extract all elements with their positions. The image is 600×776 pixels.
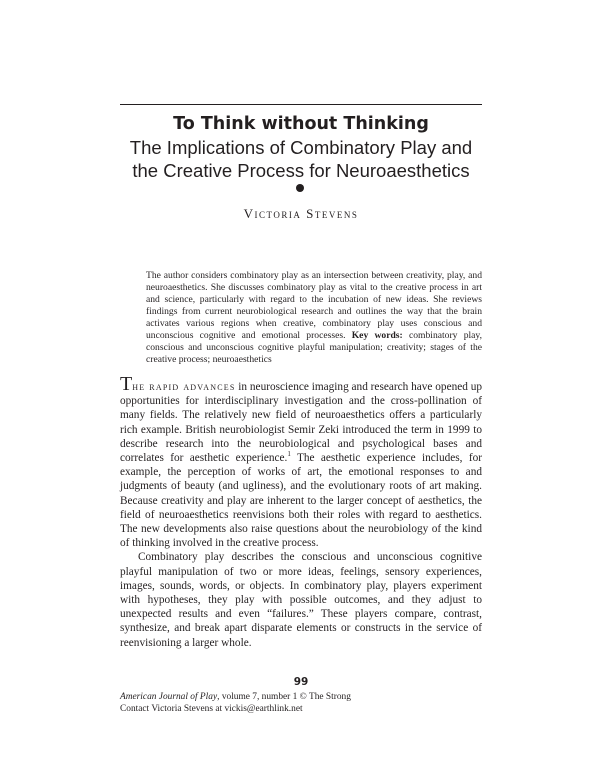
body-text [120,373,483,650]
subtitle-line-2: the Creative Process for Neuroaesthetics [132,160,470,181]
abstract-text: The author considers combinatory play as an intersection between creativity, play, and neuroaesthetics. She discusses combinatory play as vital to the creative process in art and science, particularly with regard to the incubation of new ideas. She reviews findings from current neurobiological research and outlines the way that the brain activates various regions when creative, combinatory play uses conscious and unconscious cognitive and emotional processes. [146,270,482,341]
bullet-ornament [296,184,304,192]
paragraph-1 [120,373,483,550]
footer [120,691,482,715]
author-name: Victoria Stevens [243,206,359,221]
article-title: To Think without Thinking [173,114,429,134]
drop-cap: T [120,373,133,395]
paragraph-1-text-b: The aesthetic experience includes, for example, the perception of works of art, the emotional responses to and judgments of beauty (and ugliness), and the evolutionary roots of art making. Because creativity and play are inherent to the larger concept of aesthetics, the field of neuroaesthetics reenvisions both their roles with regard to aesthetics. The new developments also raise questions about the neurobiology of the kind of thinking involved in the creative process. [120,452,482,550]
citation-details: , volume 7, number 1 © The Strong [217,692,351,702]
abstract [146,270,482,366]
paragraph-2: Combinatory play describes the conscious and unconscious cognitive playful manipulation of two or more ideas, feelings, sensory experiences, images, sounds, words, or objects. In combinatory play, players experiment with hypotheses, they play with possible outcomes, and they adjust to unexpected results and even “failures.” These players compare, contrast, synthesize, and break apart disparate elements or constructs in the service of reenvisioning a larger whole. [120,551,482,649]
contact-line: Contact Victoria Stevens at vickis@earthlink.net [120,704,303,715]
keywords-label: Key words: [351,330,403,341]
subtitle-line-1: The Implications of Combinatory Play and [129,137,473,158]
journal-name: American Journal of Play [120,692,218,702]
journal-citation [120,691,482,703]
keywords-text: combinatory play, conscious and unconscious cognitive playful manipulation; creativity; stages of the creative process; neuroaesthetics [146,330,483,365]
header-rule [120,104,482,105]
article-subtitle [110,136,492,182]
page-number: 99 [293,676,309,688]
footnote-marker[interactable]: 1 [287,450,291,459]
opening-smallcaps: he rapid advances [132,381,236,393]
paragraph-1-text-a: in neuroscience imaging and research have opened up opportunities for interdisciplinary investigation and the cross-pollination of many fields. The relatively new field of neuroaesthetics offers a particularly rich example. British neurobiologist Semir Zeki introduced the term in 1999 to describe research into the neurobiological and psychological bases and correlates for aesthetic experience. [120,381,483,465]
